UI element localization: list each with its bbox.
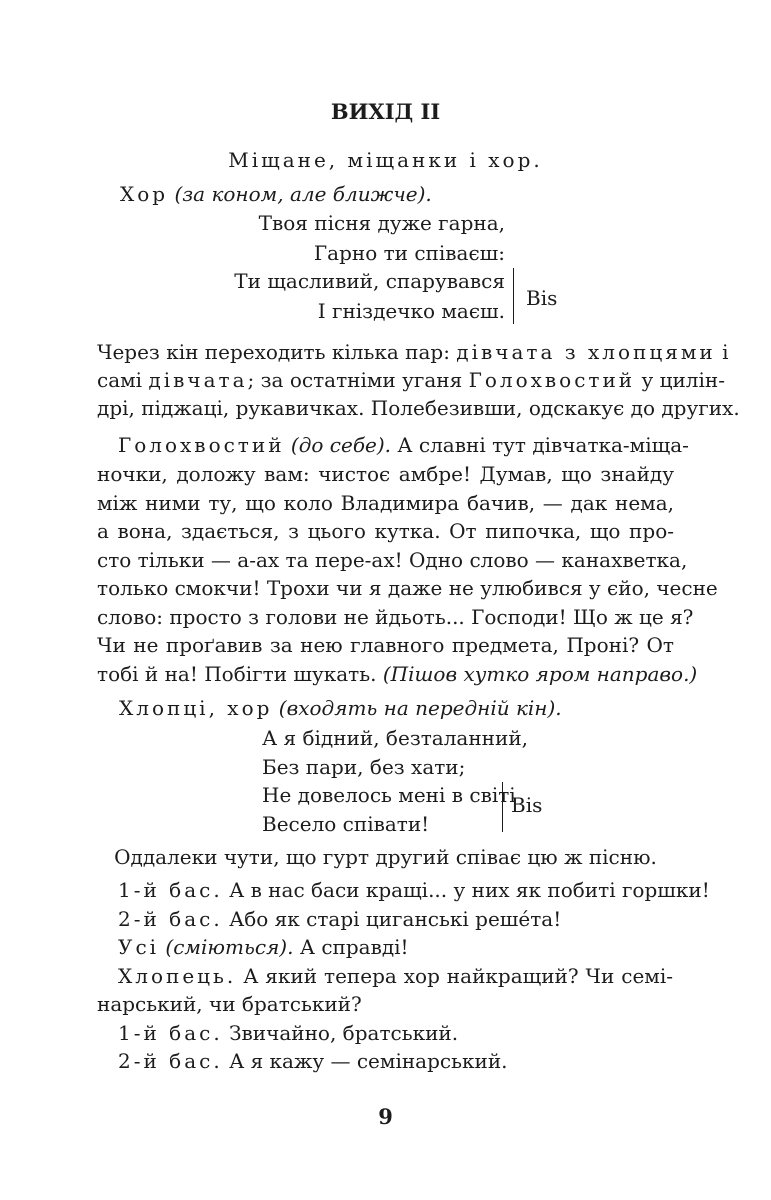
stage-direction: (сміються). xyxy=(165,935,294,959)
stage-direction-line: самі дівчата; за остатніми уганя Голохвостий у цилін- xyxy=(97,368,725,392)
stage-direction-line: Оддалеки чути, що гурт другий співає цю ж пісню. xyxy=(114,845,657,869)
monologue-line: Чи не проґавив за нею главного предмета, Проні? От xyxy=(97,633,674,657)
dialogue-line: 1-й бас. А в нас баси кращі... у них як побиті горшки! xyxy=(118,878,710,902)
speaker-name: 2-й бас. xyxy=(118,1049,223,1073)
verse-line: А я бідний, безталанний, xyxy=(262,726,529,750)
dialogue-line: 2-й бас. Або як старі циганські решéта! xyxy=(118,907,562,931)
choir-cue xyxy=(119,694,562,722)
verse-line: І гніздечко маєш. xyxy=(317,299,505,323)
monologue-line: між ними ту, що коло Владимира бачив, — дак нема, xyxy=(97,491,674,515)
verse-line: Ти щасливий, спарувався xyxy=(234,269,505,293)
stage-direction-line: дрі, піджаці, рукавичках. Полебезивши, одскакує до других. xyxy=(97,396,740,420)
verse-line: Твоя пісня дуже гарна, xyxy=(258,211,505,235)
verse-line: Гарно ти співаєш: xyxy=(313,241,505,265)
character-names: дівчата з хлопцями xyxy=(456,340,716,364)
stage-direction: (за коном, але ближче). xyxy=(174,182,432,206)
monologue-line: ночки, доложу вам: чистоє амбре! Думав, що знайду xyxy=(97,462,674,486)
monologue-line: а вона, здається, з цього кутка. От пипочка, що про- xyxy=(97,519,674,543)
dialogue-line: Усі (сміються). А справді! xyxy=(118,935,409,959)
stage-direction: (Пішов хутко яром направо.) xyxy=(382,662,698,686)
verse-line: Не довелось мені в світі xyxy=(262,783,516,807)
page-number: 9 xyxy=(378,1104,393,1129)
bis-mark: Bis xyxy=(511,793,543,817)
choir-cue xyxy=(120,180,432,208)
bis-bracket xyxy=(513,268,514,324)
speaker-name: Голохвостий xyxy=(118,433,285,457)
verse-line: Без пари, без хати; xyxy=(262,755,466,779)
persons-line: Міщане, міщанки і хор. xyxy=(228,148,543,172)
speaker-name: 1-й бас. xyxy=(118,878,223,902)
stage-direction: (до себе). xyxy=(290,433,392,457)
stage-direction-line: Через кін переходить кілька пар: дівчата з хлопцями і xyxy=(97,340,729,364)
monologue-line: Голохвостий (до себе). А славні тут дівчатка-міща- xyxy=(118,433,689,457)
speaker-name: Хлопці, хор xyxy=(119,696,273,720)
speaker-name: Хлопець. xyxy=(118,964,237,988)
dialogue-line: Хлопець. А який тепера хор найкращий? Чи семі- xyxy=(118,964,674,988)
character-names: дівчата xyxy=(148,368,248,392)
speaker-name: 1-й бас. xyxy=(118,1021,223,1045)
monologue-line: слово: просто з голови не йдьоть... Господи! Що ж це я? xyxy=(97,605,694,629)
verse-line: Весело співати! xyxy=(262,812,430,836)
speaker-name: 2-й бас. xyxy=(118,907,223,931)
character-names: Голохвостий xyxy=(468,368,636,392)
monologue-line: тобі й на! Побігти шукать. (Пішов хутко яром направо.) xyxy=(97,662,698,686)
monologue-line: только смокчи! Трохи чи я даже не улюбився у єйо, чесне xyxy=(97,576,718,600)
dialogue-line: 1-й бас. Звичайно, братський. xyxy=(118,1021,459,1045)
bis-mark: Bis xyxy=(526,286,558,310)
monologue-line: сто тільки — а-ах та пере-ах! Одно слово — канахветка, xyxy=(97,548,688,572)
speaker-name: Хор xyxy=(120,182,169,206)
dialogue-line: нарський, чи братський? xyxy=(97,992,362,1016)
bis-bracket xyxy=(502,782,503,832)
stage-direction: (входять на передній кін). xyxy=(278,696,562,720)
scene-heading: ВИХІД II xyxy=(330,99,441,124)
dialogue-line: 2-й бас. А я кажу — семінарський. xyxy=(118,1049,508,1073)
speaker-name: Усі xyxy=(118,935,160,959)
